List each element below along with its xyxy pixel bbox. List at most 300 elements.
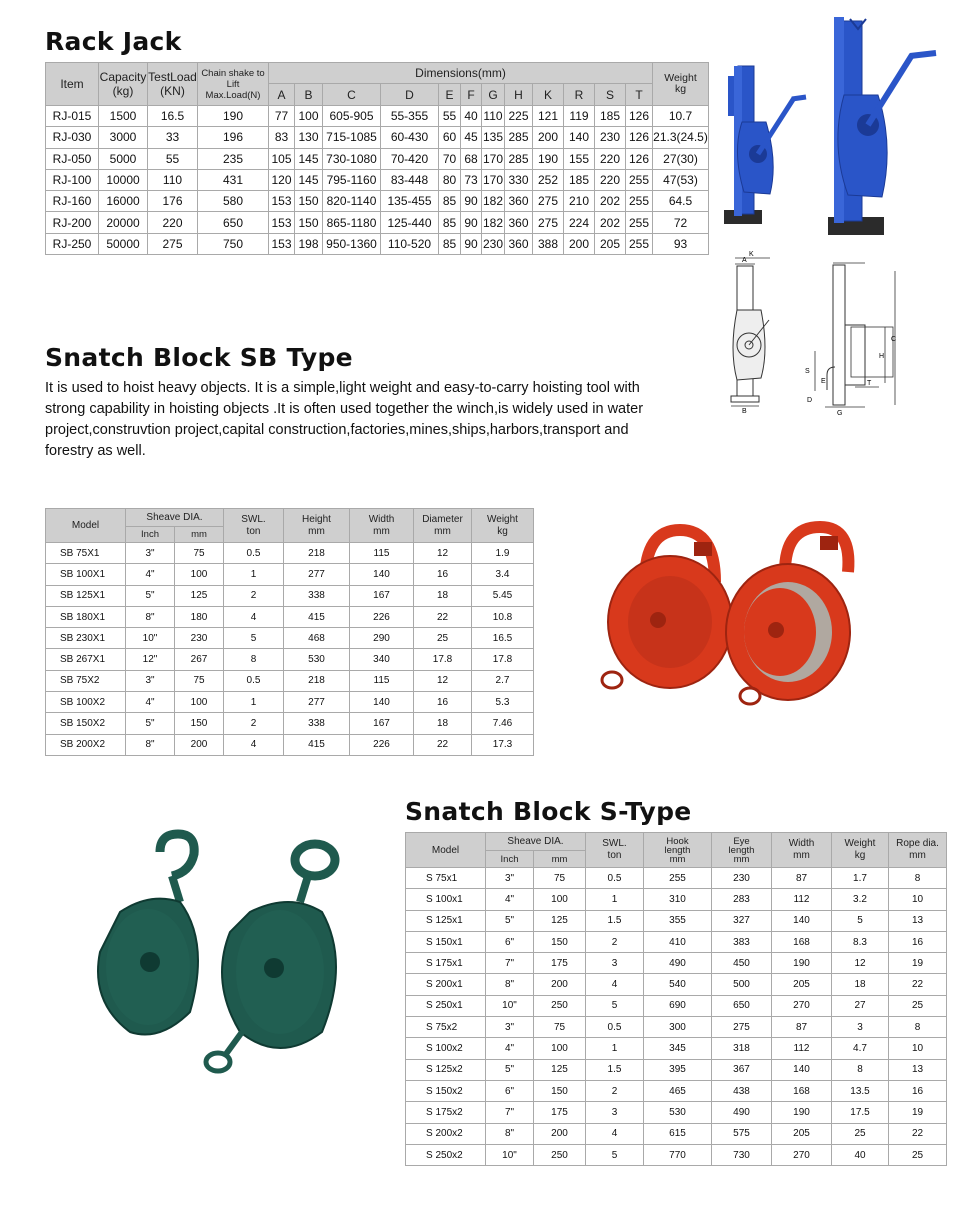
rj-header-dim-t: T: [626, 84, 653, 106]
rj-table-cell: 275: [148, 233, 198, 254]
st-table-cell: 1.5: [586, 1059, 644, 1080]
st-table-cell: 10: [889, 1038, 947, 1059]
rj-table-cell: 83: [269, 127, 295, 148]
sb-header-diameter: Diameter mm: [414, 509, 472, 543]
rj-table-cell: 360: [505, 233, 533, 254]
rack-jack-diagram-side: [805, 255, 905, 420]
st-table-cell: 5: [832, 910, 889, 931]
sb-table-cell: 125: [175, 585, 224, 606]
sb-table-cell: SB 267X1: [46, 649, 126, 670]
st-table-cell: 19: [889, 1102, 947, 1123]
rj-table-row: [46, 212, 709, 233]
st-table-cell: S 200x2: [406, 1123, 486, 1144]
st-table-cell: 200: [534, 974, 586, 995]
st-table-cell: 19: [889, 953, 947, 974]
st-table-cell: 2: [586, 931, 644, 952]
st-table-cell: 1: [586, 889, 644, 910]
rj-table-cell: 220: [148, 212, 198, 233]
st-table-row: [406, 910, 947, 931]
sb-table-cell: 3.4: [472, 564, 534, 585]
rj-table-cell: 431: [198, 169, 269, 190]
sb-header-width: Width mm: [350, 509, 414, 543]
sb-table-cell: 8": [126, 734, 175, 755]
sb-table-row: [46, 585, 534, 606]
rj-table-cell: 285: [505, 127, 533, 148]
sb-table-cell: 530: [284, 649, 350, 670]
diag-label-b: B: [742, 408, 747, 415]
st-table-cell: 3.2: [832, 889, 889, 910]
st-header-weight: Weight kg: [832, 833, 889, 868]
sb-table-cell: 22: [414, 734, 472, 755]
rj-table-cell: 110-520: [381, 233, 439, 254]
sb-table-cell: 12: [414, 543, 472, 564]
rj-table-cell: 255: [626, 169, 653, 190]
st-snatch-block-photo: [60, 832, 360, 1082]
sb-table-cell: 7.46: [472, 713, 534, 734]
rj-header-dim-f: F: [461, 84, 482, 106]
rj-table-cell: 119: [564, 106, 595, 127]
sb-table: [45, 508, 534, 756]
rj-table-row: [46, 233, 709, 254]
st-table-cell: 175: [534, 953, 586, 974]
rj-table-cell: 64.5: [653, 191, 709, 212]
sb-table-cell: SB 75X1: [46, 543, 126, 564]
rack-jack-diagram-front: [725, 250, 785, 415]
sb-table-cell: 2.7: [472, 670, 534, 691]
st-table-row: [406, 995, 947, 1016]
sb-header-swl: SWL. ton: [224, 509, 284, 543]
sb-table-cell: 1.9: [472, 543, 534, 564]
rj-table-cell: 200: [533, 127, 564, 148]
st-table-cell: 438: [712, 1080, 772, 1101]
rj-table-cell: 360: [505, 191, 533, 212]
st-table-cell: 345: [644, 1038, 712, 1059]
rj-table-cell: 865-1180: [323, 212, 381, 233]
st-table-cell: 275: [712, 1017, 772, 1038]
st-table-cell: 27: [832, 995, 889, 1016]
rj-header-dim-e: E: [439, 84, 461, 106]
rj-table-cell: RJ-200: [46, 212, 99, 233]
st-table-cell: 4": [486, 1038, 534, 1059]
rj-table-cell: 33: [148, 127, 198, 148]
rj-table-cell: 230: [482, 233, 505, 254]
rj-table-cell: 580: [198, 191, 269, 212]
sb-table-cell: SB 75X2: [46, 670, 126, 691]
rj-table-cell: 126: [626, 148, 653, 169]
rj-table-row: [46, 148, 709, 169]
st-table-cell: 1.5: [586, 910, 644, 931]
sb-table-cell: 4": [126, 564, 175, 585]
st-table-cell: S 75x2: [406, 1017, 486, 1038]
sb-table-cell: 17.8: [414, 649, 472, 670]
sb-table-cell: 8: [224, 649, 284, 670]
sb-header-weight: Weight kg: [472, 509, 534, 543]
rj-table-cell: 145: [295, 148, 323, 169]
rj-header-capacity: Capacity (kg): [99, 63, 148, 106]
st-table-cell: 4: [586, 974, 644, 995]
st-table-cell: 6": [486, 1080, 534, 1101]
st-table-cell: 10": [486, 1144, 534, 1165]
st-header-mm: mm: [534, 851, 586, 868]
rj-table-cell: 60-430: [381, 127, 439, 148]
rj-table-cell: 185: [564, 169, 595, 190]
sb-table-cell: 200: [175, 734, 224, 755]
st-table-cell: 0.5: [586, 1017, 644, 1038]
rj-table-cell: 255: [626, 233, 653, 254]
rj-table-cell: 135-455: [381, 191, 439, 212]
rj-table-cell: 68: [461, 148, 482, 169]
diag-label-e: E: [821, 378, 826, 385]
st-table-cell: 650: [712, 995, 772, 1016]
sb-header-model: Model: [46, 509, 126, 543]
rj-table-cell: 85: [439, 233, 461, 254]
rj-table-cell: RJ-030: [46, 127, 99, 148]
rj-table-cell: 202: [595, 212, 626, 233]
sb-table-cell: 100: [175, 692, 224, 713]
diag-label-d: D: [807, 397, 813, 404]
st-table-cell: 112: [772, 1038, 832, 1059]
rj-table-row: [46, 169, 709, 190]
sb-table-cell: 230: [175, 628, 224, 649]
rj-table-cell: 202: [595, 191, 626, 212]
st-table-cell: 5: [586, 995, 644, 1016]
st-table-cell: 75: [534, 868, 586, 889]
st-header-sheave: Sheave DIA.: [486, 833, 586, 851]
st-table-cell: 100: [534, 1038, 586, 1059]
st-table-cell: 4: [586, 1123, 644, 1144]
st-header-model: Model: [406, 833, 486, 868]
rj-table-row: [46, 191, 709, 212]
st-table-row: [406, 889, 947, 910]
sb-table-cell: 18: [414, 585, 472, 606]
rj-table-cell: 200: [564, 233, 595, 254]
rj-header-testload: TestLoad (KN): [148, 63, 198, 106]
st-table-cell: 1.7: [832, 868, 889, 889]
rj-table-cell: 715-1085: [323, 127, 381, 148]
rj-table-cell: 105: [269, 148, 295, 169]
rj-table-cell: 55-355: [381, 106, 439, 127]
st-table-cell: S 150x2: [406, 1080, 486, 1101]
st-table-cell: 125: [534, 1059, 586, 1080]
diag-label-h: H: [879, 353, 885, 360]
st-table-cell: 395: [644, 1059, 712, 1080]
st-table-cell: 150: [534, 1080, 586, 1101]
st-table-cell: 355: [644, 910, 712, 931]
sb-table-row: [46, 692, 534, 713]
rj-table-cell: 388: [533, 233, 564, 254]
st-table-cell: 13.5: [832, 1080, 889, 1101]
rj-table-cell: 80: [439, 169, 461, 190]
rj-table-cell: 90: [461, 233, 482, 254]
sb-table-cell: 277: [284, 564, 350, 585]
rj-table-cell: 130: [295, 127, 323, 148]
sb-table-cell: 75: [175, 670, 224, 691]
st-table-cell: 190: [772, 1102, 832, 1123]
rj-table-cell: 255: [626, 212, 653, 233]
st-table-cell: 250: [534, 1144, 586, 1165]
sb-table-cell: SB 125X1: [46, 585, 126, 606]
st-table-cell: 8": [486, 1123, 534, 1144]
st-table-cell: 12: [832, 953, 889, 974]
st-table-cell: S 75x1: [406, 868, 486, 889]
st-table-cell: 3": [486, 1017, 534, 1038]
sb-table-cell: 25: [414, 628, 472, 649]
rj-table-cell: 72: [653, 212, 709, 233]
st-table-cell: 13: [889, 1059, 947, 1080]
sb-table-cell: 115: [350, 543, 414, 564]
sb-table-cell: 218: [284, 543, 350, 564]
st-table-cell: 10: [889, 889, 947, 910]
rj-table-cell: 153: [269, 212, 295, 233]
sb-title: Snatch Block SB Type: [45, 343, 353, 372]
sb-table-cell: SB 230X1: [46, 628, 126, 649]
sb-table-cell: 415: [284, 734, 350, 755]
rj-table-cell: 360: [505, 212, 533, 233]
rj-table-cell: 110: [482, 106, 505, 127]
st-table-row: [406, 974, 947, 995]
sb-table-cell: 267: [175, 649, 224, 670]
rj-table-cell: 40: [461, 106, 482, 127]
st-table-cell: 230: [712, 868, 772, 889]
sb-table-row: [46, 564, 534, 585]
st-table-row: [406, 1123, 947, 1144]
rj-table-cell: 220: [595, 148, 626, 169]
sb-table-cell: 226: [350, 734, 414, 755]
sb-table-cell: 167: [350, 713, 414, 734]
rj-table-cell: 730-1080: [323, 148, 381, 169]
sb-table-cell: 277: [284, 692, 350, 713]
sb-table-cell: 180: [175, 606, 224, 627]
sb-header-inch: Inch: [126, 527, 175, 543]
rj-table-cell: 330: [505, 169, 533, 190]
rj-table-row: [46, 106, 709, 127]
st-table-cell: 575: [712, 1123, 772, 1144]
st-table-cell: 190: [772, 953, 832, 974]
sb-table-cell: 12": [126, 649, 175, 670]
diag-label-c: C: [891, 336, 897, 343]
rj-table-cell: 21.3(24.5): [653, 127, 709, 148]
st-table-cell: 3": [486, 868, 534, 889]
rj-table-cell: 85: [439, 212, 461, 233]
rj-table-cell: 73: [461, 169, 482, 190]
rj-header-dim-g: G: [482, 84, 505, 106]
rj-table-cell: 20000: [99, 212, 148, 233]
rj-table-cell: 150: [295, 212, 323, 233]
st-table-cell: 690: [644, 995, 712, 1016]
st-table-cell: 125: [534, 910, 586, 931]
sb-table-row: [46, 734, 534, 755]
sb-table-cell: 167: [350, 585, 414, 606]
rj-table-cell: 126: [626, 106, 653, 127]
rj-table-cell: 55: [148, 148, 198, 169]
rj-table-cell: 140: [564, 127, 595, 148]
rj-header-dim-c: C: [323, 84, 381, 106]
st-table-cell: 22: [889, 1123, 947, 1144]
sb-table-row: [46, 670, 534, 691]
rj-table-cell: 230: [595, 127, 626, 148]
rj-table-cell: 145: [295, 169, 323, 190]
sb-header-sheave: Sheave DIA.: [126, 509, 224, 527]
sb-table-cell: 140: [350, 692, 414, 713]
st-table-cell: 13: [889, 910, 947, 931]
sb-table-cell: 18: [414, 713, 472, 734]
rj-table-cell: 47(53): [653, 169, 709, 190]
rj-table-cell: RJ-100: [46, 169, 99, 190]
sb-table-cell: 4": [126, 692, 175, 713]
sb-table-cell: 1: [224, 564, 284, 585]
sb-snatch-block-photo: [590, 522, 860, 722]
rj-table-cell: 150: [295, 191, 323, 212]
sb-table-cell: SB 100X1: [46, 564, 126, 585]
sb-table-cell: 5": [126, 713, 175, 734]
rj-table-cell: 185: [595, 106, 626, 127]
st-header-eye: Eye length mm: [712, 833, 772, 868]
st-table-row: [406, 1038, 947, 1059]
rj-header-chain: Chain shake to Lift Max.Load(N): [198, 63, 269, 106]
rj-table-cell: 190: [198, 106, 269, 127]
st-table-cell: 6": [486, 931, 534, 952]
st-table-cell: 140: [772, 910, 832, 931]
rj-table-cell: 3000: [99, 127, 148, 148]
rj-table-cell: 650: [198, 212, 269, 233]
st-table-cell: 175: [534, 1102, 586, 1123]
sb-table-cell: 415: [284, 606, 350, 627]
rj-table-cell: 275: [533, 191, 564, 212]
rj-table-cell: 60: [439, 127, 461, 148]
st-table-cell: S 250x2: [406, 1144, 486, 1165]
st-table-cell: 615: [644, 1123, 712, 1144]
rj-table-cell: 83-448: [381, 169, 439, 190]
rj-header-dim-a: A: [269, 84, 295, 106]
rj-table-cell: 110: [148, 169, 198, 190]
st-table-cell: S 250x1: [406, 995, 486, 1016]
st-table-cell: 730: [712, 1144, 772, 1165]
rj-table-cell: 820-1140: [323, 191, 381, 212]
rj-table-row: [46, 127, 709, 148]
st-table-cell: 8: [832, 1059, 889, 1080]
st-table-cell: 450: [712, 953, 772, 974]
rj-table-cell: RJ-250: [46, 233, 99, 254]
st-table-cell: S 125x1: [406, 910, 486, 931]
sb-table-cell: 140: [350, 564, 414, 585]
rj-table-cell: 196: [198, 127, 269, 148]
rj-table-cell: 224: [564, 212, 595, 233]
sb-table-cell: 468: [284, 628, 350, 649]
st-table-row: [406, 868, 947, 889]
rj-header-dim-h: H: [505, 84, 533, 106]
sb-table-cell: 218: [284, 670, 350, 691]
st-table-cell: 318: [712, 1038, 772, 1059]
sb-table-cell: 17.3: [472, 734, 534, 755]
sb-table-cell: 10.8: [472, 606, 534, 627]
st-table-cell: 250: [534, 995, 586, 1016]
st-table-cell: S 175x1: [406, 953, 486, 974]
rj-table-cell: 45: [461, 127, 482, 148]
st-table-row: [406, 1144, 947, 1165]
st-table-cell: 4": [486, 889, 534, 910]
sb-table-cell: 5: [224, 628, 284, 649]
st-table-cell: 5": [486, 1059, 534, 1080]
sb-table-row: [46, 628, 534, 649]
rj-table-cell: 750: [198, 233, 269, 254]
rj-table-cell: 5000: [99, 148, 148, 169]
sb-table-cell: 2: [224, 713, 284, 734]
st-table-cell: 8: [889, 1017, 947, 1038]
st-table-cell: 490: [644, 953, 712, 974]
st-table-cell: 18: [832, 974, 889, 995]
rj-table-cell: 950-1360: [323, 233, 381, 254]
st-header-hook: Hook length mm: [644, 833, 712, 868]
diag-label-k: K: [749, 251, 754, 258]
st-table-cell: 327: [712, 910, 772, 931]
st-table-cell: 4.7: [832, 1038, 889, 1059]
st-table-cell: 87: [772, 1017, 832, 1038]
rj-table-cell: 77: [269, 106, 295, 127]
rj-table-cell: 153: [269, 233, 295, 254]
rj-table-cell: 55: [439, 106, 461, 127]
sb-table-cell: 3": [126, 670, 175, 691]
st-table-cell: 8": [486, 974, 534, 995]
sb-table-cell: 290: [350, 628, 414, 649]
st-table-cell: 367: [712, 1059, 772, 1080]
sb-table-cell: 115: [350, 670, 414, 691]
rj-table-cell: 121: [533, 106, 564, 127]
st-table-cell: 490: [712, 1102, 772, 1123]
rj-table-cell: 795-1160: [323, 169, 381, 190]
st-table-cell: 75: [534, 1017, 586, 1038]
st-table-cell: 8: [889, 868, 947, 889]
st-table-cell: S 100x1: [406, 889, 486, 910]
rj-table-cell: 155: [564, 148, 595, 169]
rj-table-cell: 90: [461, 212, 482, 233]
st-table-cell: 3: [586, 1102, 644, 1123]
rj-table-cell: 126: [626, 127, 653, 148]
rack-jack-table: [45, 62, 709, 255]
rj-table-cell: 93: [653, 233, 709, 254]
rj-table-cell: 235: [198, 148, 269, 169]
rj-table-cell: 190: [533, 148, 564, 169]
st-table-row: [406, 1059, 947, 1080]
st-table-row: [406, 1102, 947, 1123]
st-header-rope: Rope dia. mm: [889, 833, 947, 868]
st-table-cell: 150: [534, 931, 586, 952]
st-table-cell: 205: [772, 974, 832, 995]
sb-table-cell: 5.45: [472, 585, 534, 606]
st-table-cell: S 100x2: [406, 1038, 486, 1059]
diag-label-g: G: [837, 410, 843, 417]
rj-table-cell: 85: [439, 191, 461, 212]
st-table-cell: 140: [772, 1059, 832, 1080]
rj-table-cell: 198: [295, 233, 323, 254]
st-table-cell: 25: [889, 1144, 947, 1165]
sb-table-row: [46, 606, 534, 627]
sb-table-cell: SB 150X2: [46, 713, 126, 734]
st-table-cell: 8.3: [832, 931, 889, 952]
st-table-cell: 2: [586, 1080, 644, 1101]
rj-table-cell: 220: [595, 169, 626, 190]
sb-table-cell: SB 200X2: [46, 734, 126, 755]
st-table-cell: S 125x2: [406, 1059, 486, 1080]
sb-table-cell: 16: [414, 692, 472, 713]
rj-table-cell: 70-420: [381, 148, 439, 169]
rj-header-dim-b: B: [295, 84, 323, 106]
sb-table-cell: 16: [414, 564, 472, 585]
st-table-cell: 16: [889, 931, 947, 952]
st-table-cell: 17.5: [832, 1102, 889, 1123]
sb-table-cell: 0.5: [224, 670, 284, 691]
st-table-cell: 10": [486, 995, 534, 1016]
st-table: [405, 832, 947, 1166]
